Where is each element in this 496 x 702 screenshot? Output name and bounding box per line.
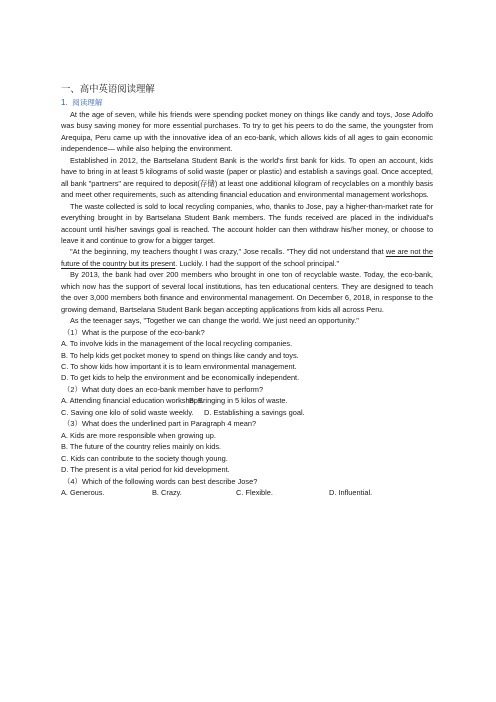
- question-2-option-d: D. Establishing a savings goal.: [204, 407, 305, 417]
- document-page: [61, 83, 433, 498]
- question-3-option-a: A. Kids are more responsible when growing up.: [61, 430, 216, 440]
- question-1-option-a: A. To involve kids in the management of the local recycling companies.: [61, 339, 293, 349]
- question-2-options-row-1: [61, 395, 433, 406]
- paragraph-4-end: . Luckily. I had the support of the school principal.": [175, 258, 340, 268]
- passage-paragraph-6: As the teenager says, "Together we can change the world. We just need an opportunity.": [70, 316, 359, 326]
- question-4-stem: （4）Which of the following words can best describe Jose?: [63, 476, 258, 486]
- question-2-option-c: C. Saving one kilo of solid waste weekly.: [61, 407, 194, 417]
- question-2-options-row-2: [61, 407, 433, 418]
- question-1-option-c: C. To show kids how important it is to learn environmental management.: [61, 361, 297, 371]
- passage-paragraph-2: Established in 2012, the Bartselana Student Bank is the world's first bank for kids. To open an account, kids have to bring in at least 5 kilograms of solid waste (paper or plastic) and establish a savings goal. Once accepted, all bank "partners" are required to deposit(存储) at least one additional kilogram of recyclables on a monthly basis and meet other requirements, such as attending financial education and environmental management workshops.: [61, 155, 433, 200]
- question-2-option-a: A. Attending financial education workshops.: [61, 396, 204, 406]
- question-3-stem: （3）What does the underlined part in Paragraph 4 mean?: [63, 419, 257, 429]
- question-4-option-a: A. Generous.: [61, 487, 105, 497]
- question-4-option-c: C. Flexible.: [236, 487, 273, 497]
- question-header: [61, 97, 433, 108]
- underlined-phrase: we are not the future of the country but its present: [61, 247, 434, 268]
- question-4-option-b: B. Crazy.: [152, 487, 182, 497]
- question-3-option-d: D. The present is a vital period for kid development.: [61, 465, 230, 475]
- question-3-option-b: B. The future of the country relies mainly on kids.: [61, 442, 222, 452]
- question-1-option-b: B. To help kids get pocket money to spend on things like candy and toys.: [61, 350, 299, 360]
- question-label: 阅读理解: [72, 98, 103, 107]
- question-1-stem: （1）What is the purpose of the eco-bank?: [63, 327, 205, 337]
- passage-paragraph-5: By 2013, the bank had over 200 members who brought in one ton of recyclable waste. Today, the eco-bank, which now has the support of several local institutions, has ten educational centers. They are designed to teach the over 3,000 members both finance and environmental management. On December 6, 2018, in response to the growing demand, Bartselana Student Bank began accepting applications from kids all across Peru.: [61, 270, 433, 314]
- question-2-option-b: B. Bringing in 5 kilos of waste.: [189, 396, 288, 406]
- question-number: 1.: [61, 98, 68, 107]
- question-1-option-d: D. To get kids to help the environment and be economically independent.: [61, 373, 300, 383]
- passage-paragraph-4: [61, 246, 433, 269]
- paragraph-4-start: "At the beginning, my teachers thought I was crazy," Jose recalls. "They did not understand that: [70, 247, 386, 257]
- question-3-option-c: C. Kids can contribute to the society though young.: [61, 453, 228, 463]
- section-title: 一、高中英语阅读理解: [61, 83, 155, 94]
- passage-paragraph-3: The waste collected is sold to local recycling companies, who, thanks to Jose, pay a higher-than-market rate for everything brought in by Bartselana Student Bank members. The funds received are placed in the individual's account until his/her savings goal is reached. The account holder can then withdraw his/her money, or choose to leave it and continue to grow for a bigger target.: [61, 201, 433, 245]
- question-2-stem: （2）What duty does an eco-bank member have to perform?: [63, 384, 264, 394]
- question-4-option-d: D. Influential.: [329, 487, 373, 497]
- passage-paragraph-1: At the age of seven, while his friends were spending pocket money on things like candy and toys, Jose Adolfo was busy saving money for more essential purchases. To try to get his peers to do the same, the youngster from Arequipa, Peru came up with the innovative idea of an eco-bank, which allows kids of all ages to gain economic independence— while also helping the environment.: [61, 110, 433, 154]
- question-4-options-row: [61, 487, 433, 498]
